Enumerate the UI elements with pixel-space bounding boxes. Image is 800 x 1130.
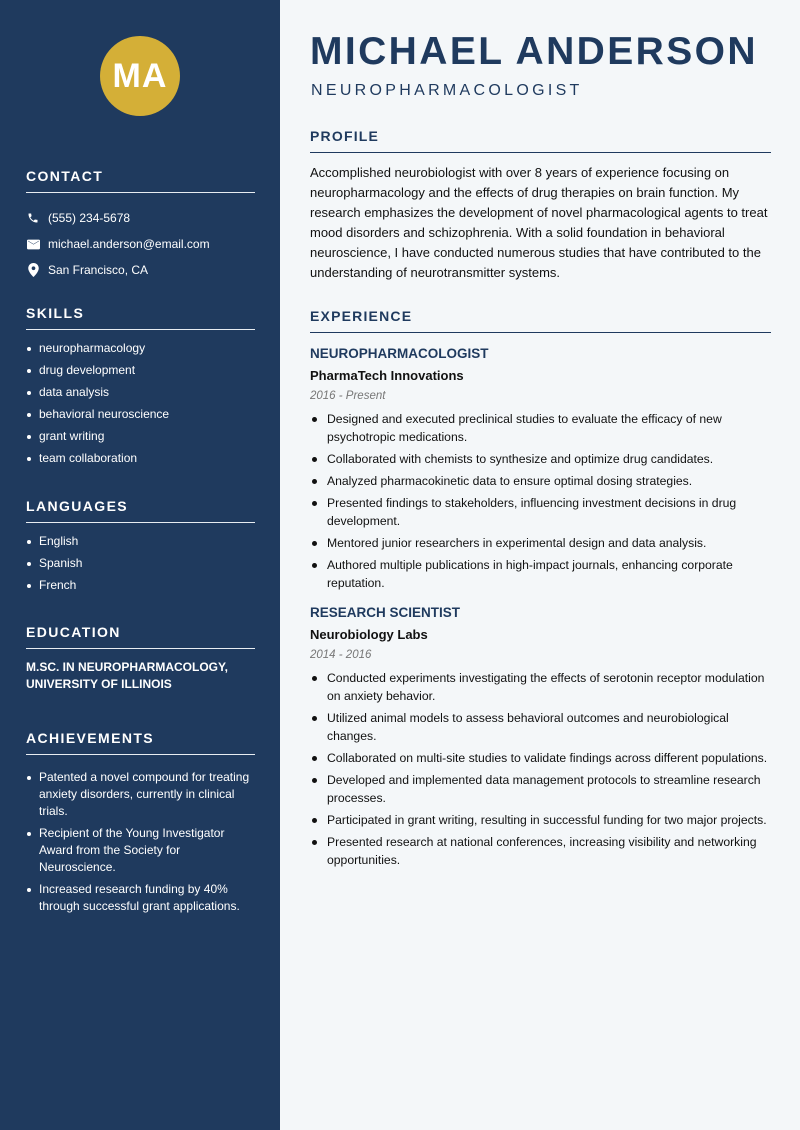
list-item: French (26, 577, 255, 594)
candidate-title: NEUROPHARMACOLOGIST (311, 82, 583, 99)
skills-heading: SKILLS (26, 305, 255, 330)
job-dates: 2016 - Present (310, 390, 386, 402)
email-text[interactable]: michael.anderson@email.com (48, 237, 210, 251)
languages-list (26, 533, 255, 594)
job-title: RESEARCH SCIENTIST (310, 605, 461, 620)
list-item: English (26, 533, 255, 550)
sidebar (0, 0, 280, 1130)
job-dates: 2014 - 2016 (310, 649, 372, 661)
languages-heading: LANGUAGES (26, 498, 255, 523)
list-item: Collaborated on multi-site studies to validate findings across different populations. (310, 749, 771, 767)
candidate-name: MICHAEL ANDERSON (310, 30, 758, 73)
achievements-list (26, 769, 255, 915)
phone-icon (26, 211, 40, 225)
job-bullets (310, 410, 771, 592)
skills-section (26, 305, 255, 472)
achievements-section (26, 730, 255, 920)
company-name: Neurobiology Labs (310, 627, 428, 642)
list-item: Patented a novel compound for treating anxiety disorders, currently in clinical trials. (26, 769, 255, 820)
education-heading: EDUCATION (26, 624, 255, 649)
phone-text[interactable]: (555) 234-5678 (48, 211, 131, 225)
avatar: MA (100, 36, 180, 116)
experience-heading: EXPERIENCE (310, 308, 771, 333)
languages-section (26, 498, 255, 599)
location-text: San Francisco, CA (48, 263, 149, 277)
profile-heading: PROFILE (310, 128, 771, 153)
list-item: Conducted experiments investigating the effects of serotonin receptor modulation on anxiety behavior. (310, 669, 771, 705)
main-content (280, 0, 800, 1130)
education-degree: M.SC. IN NEUROPHARMACOLOGY, UNIVERSITY OF ILLINOIS (26, 660, 229, 691)
experience-section (310, 308, 771, 873)
list-item: Increased research funding by 40% through successful grant applications. (26, 881, 255, 915)
list-item: data analysis (26, 384, 255, 401)
list-item: Developed and implemented data management protocols to streamline research processes. (310, 771, 771, 807)
list-item: Presented findings to stakeholders, influencing investment decisions in drug development. (310, 494, 771, 530)
list-item: Authored multiple publications in high-impact journals, enhancing corporate reputation. (310, 556, 771, 592)
list-item: Utilized animal models to assess behavioral outcomes and neurobiological changes. (310, 709, 771, 745)
list-item: Designed and executed preclinical studies to evaluate the efficacy of new psychotropic medications. (310, 410, 771, 446)
contact-heading: CONTACT (26, 168, 255, 193)
job-bullets (310, 669, 771, 869)
contact-email (26, 231, 255, 257)
list-item: grant writing (26, 428, 255, 445)
profile-text: Accomplished neurobiologist with over 8 years of experience focusing on neuropharmacology and the effects of drug therapies on brain function. My research emphasizes the development of novel pharmacological agents to treat mood disorders and schizophrenia. With a solid foundation in behavioral neuroscience, I have conducted numerous studies that have contributed to the understanding of neurotransmitter systems. (310, 165, 768, 280)
list-item: team collaboration (26, 450, 255, 467)
list-item: Collaborated with chemists to synthesize and optimize drug candidates. (310, 450, 771, 468)
list-item: Spanish (26, 555, 255, 572)
list-item: behavioral neuroscience (26, 406, 255, 423)
job-title: NEUROPHARMACOLOGIST (310, 346, 489, 361)
list-item: Presented research at national conferences, increasing visibility and networking opportunities. (310, 833, 771, 869)
achievements-heading: ACHIEVEMENTS (26, 730, 255, 755)
list-item: neuropharmacology (26, 340, 255, 357)
list-item: Analyzed pharmacokinetic data to ensure optimal dosing strategies. (310, 472, 771, 490)
contact-location (26, 257, 255, 283)
location-pin-icon (26, 263, 40, 277)
list-item: drug development (26, 362, 255, 379)
education-section (26, 624, 255, 693)
list-item: Mentored junior researchers in experimental design and data analysis. (310, 534, 771, 552)
contact-phone (26, 205, 255, 231)
profile-section (310, 128, 771, 283)
list-item: Recipient of the Young Investigator Award from the Society for Neuroscience. (26, 825, 255, 876)
skills-list (26, 340, 255, 467)
job-entry (310, 346, 771, 592)
job-entry (310, 605, 771, 869)
contact-section (26, 168, 255, 283)
contact-list (26, 205, 255, 283)
company-name: PharmaTech Innovations (310, 368, 464, 383)
email-icon (26, 237, 40, 251)
list-item: Participated in grant writing, resulting in successful funding for two major projects. (310, 811, 771, 829)
